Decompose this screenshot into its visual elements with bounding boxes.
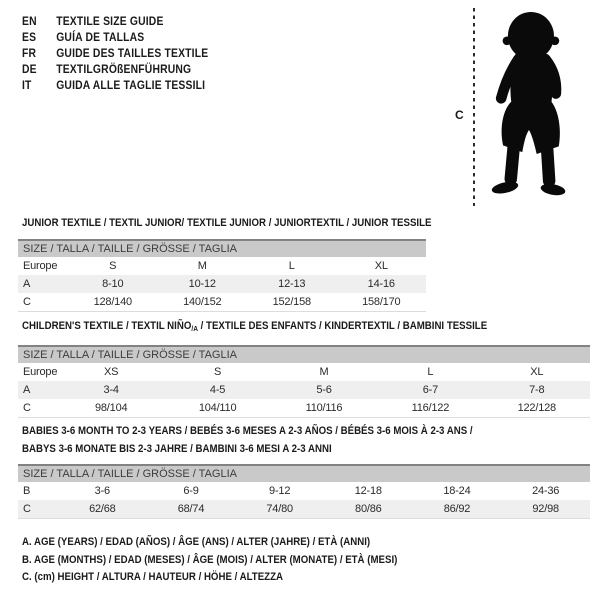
language-header [22, 14, 208, 94]
size-cell: XS [104, 366, 119, 378]
height-cell: 92/98 [501, 500, 590, 519]
size-header-row [18, 240, 426, 257]
junior-size-table [18, 239, 426, 312]
language-row-es [22, 30, 208, 46]
height-cell: 122/128 [484, 399, 590, 418]
age-cell: 12-13 [247, 275, 337, 293]
babies-size-table [18, 464, 590, 519]
age-cell: 8-10 [68, 275, 158, 293]
months-cell: 9-12 [269, 485, 291, 497]
babies-title-line2: BABYS 3-6 MONATE BIS 2-3 JAHRE / BAMBINI 3-6 MESI A 2-3 ANNI [22, 442, 332, 455]
row-label: C [18, 399, 58, 418]
language-row-it [22, 78, 208, 94]
children-title-sub: /A [191, 324, 198, 333]
language-row-fr [22, 46, 208, 62]
table-row-months [18, 482, 590, 500]
table-row-height [18, 500, 590, 519]
size-cell: XL [530, 366, 544, 378]
height-cell: 74/80 [235, 500, 324, 519]
size-header-label: SIZE / TALLA / TAILLE / GRÖSSE / TAGLIA [18, 240, 426, 257]
row-label: C [18, 500, 58, 519]
children-title-pre: CHILDREN'S TEXTILE / TEXTIL NIÑO [22, 320, 192, 332]
table-row-height [18, 293, 426, 312]
height-cell: 98/104 [58, 399, 164, 418]
table-row-age [18, 381, 590, 399]
age-cell: 3-4 [58, 381, 164, 399]
months-cell: 3-6 [94, 485, 110, 497]
row-label: Europe [23, 260, 58, 272]
children-table-title [22, 320, 487, 333]
height-cell: 68/74 [147, 500, 236, 519]
size-cell: M [197, 260, 207, 272]
months-cell: 18-24 [443, 485, 471, 497]
footnote-a: A. AGE (YEARS) / EDAD (AÑOS) / ÂGE (ANS) / ALTER (JAHRE) / ETÀ (ANNI) [22, 536, 371, 548]
language-code: ES [22, 32, 37, 44]
height-cell: 152/158 [247, 293, 337, 312]
table-row-europe [18, 363, 590, 381]
language-code: EN [22, 16, 37, 28]
size-cell: S [214, 366, 222, 378]
language-label: GUIDE DES TAILLES TEXTILE [56, 48, 209, 60]
junior-table-title: JUNIOR TEXTILE / TEXTIL JUNIOR/ TEXTILE JUNIOR / JUNIORTEXTIL / JUNIOR TESSILE [22, 217, 432, 229]
table-row-europe [18, 257, 426, 275]
language-label: GUIDA ALLE TAGLIE TESSILI [56, 80, 206, 92]
height-cell: 128/140 [68, 293, 158, 312]
language-row-de [22, 62, 208, 78]
size-header-row [18, 465, 590, 482]
age-cell: 10-12 [158, 275, 248, 293]
height-cell: 110/116 [271, 399, 377, 418]
language-code: FR [22, 48, 37, 60]
row-label: Europe [23, 366, 58, 378]
babies-table-title [22, 423, 473, 458]
size-header-label: SIZE / TALLA / TAILLE / GRÖSSE / TAGLIA [18, 346, 590, 363]
children-title-post: / TEXTILE DES ENFANTS / KINDERTEXTIL / BAMBINI TESSILE [197, 320, 488, 332]
language-label: TEXTILGRÖßENFÜHRUNG [56, 64, 192, 76]
age-cell: 5-6 [271, 381, 377, 399]
height-cell: 116/122 [377, 399, 483, 418]
language-label: GUÍA DE TALLAS [56, 32, 145, 44]
months-cell: 12-18 [354, 485, 382, 497]
height-measure-line [473, 8, 475, 206]
row-label: B [23, 485, 31, 497]
height-cell: 104/110 [164, 399, 270, 418]
height-cell: 80/86 [324, 500, 413, 519]
language-code: DE [22, 64, 37, 76]
language-label: TEXTILE SIZE GUIDE [56, 16, 164, 28]
table-row-height [18, 399, 590, 418]
row-label: A [18, 275, 68, 293]
height-cell: 86/92 [413, 500, 502, 519]
size-cell: XL [374, 260, 388, 272]
height-cell: 62/68 [58, 500, 147, 519]
months-cell: 6-9 [183, 485, 199, 497]
language-code: IT [22, 80, 32, 92]
months-cell: 24-36 [532, 485, 560, 497]
size-cell: M [319, 366, 329, 378]
height-cell: 140/152 [158, 293, 248, 312]
toddler-silhouette-icon [481, 7, 577, 207]
age-cell: 7-8 [484, 381, 590, 399]
footnotes [22, 534, 397, 587]
language-row-en [22, 14, 208, 30]
footnote-b: B. AGE (MONTHS) / EDAD (MESES) / ÂGE (MOIS) / ALTER (MONATE) / ETÀ (MESI) [22, 553, 398, 566]
size-cell: S [109, 260, 117, 272]
babies-title-line1: BABIES 3-6 MONTH TO 2-3 YEARS / BEBÉS 3-6 MESES A 2-3 AÑOS / BÉBÉS 3-6 MOIS À 2-3 ANS / [22, 425, 473, 437]
height-measure-label-c: C [455, 108, 464, 122]
size-cell: L [288, 260, 295, 272]
children-size-table [18, 345, 590, 418]
table-row-age [18, 275, 426, 293]
age-cell: 4-5 [164, 381, 270, 399]
row-label: A [18, 381, 58, 399]
size-header-row [18, 346, 590, 363]
footnote-c: C. (cm) HEIGHT / ALTURA / HAUTEUR / HÖHE / ALTEZZA [22, 571, 284, 583]
size-header-label: SIZE / TALLA / TAILLE / GRÖSSE / TAGLIA [18, 465, 590, 482]
age-cell: 14-16 [337, 275, 427, 293]
age-cell: 6-7 [377, 381, 483, 399]
row-label: C [18, 293, 68, 312]
height-cell: 158/170 [337, 293, 427, 312]
size-cell: L [427, 366, 434, 378]
